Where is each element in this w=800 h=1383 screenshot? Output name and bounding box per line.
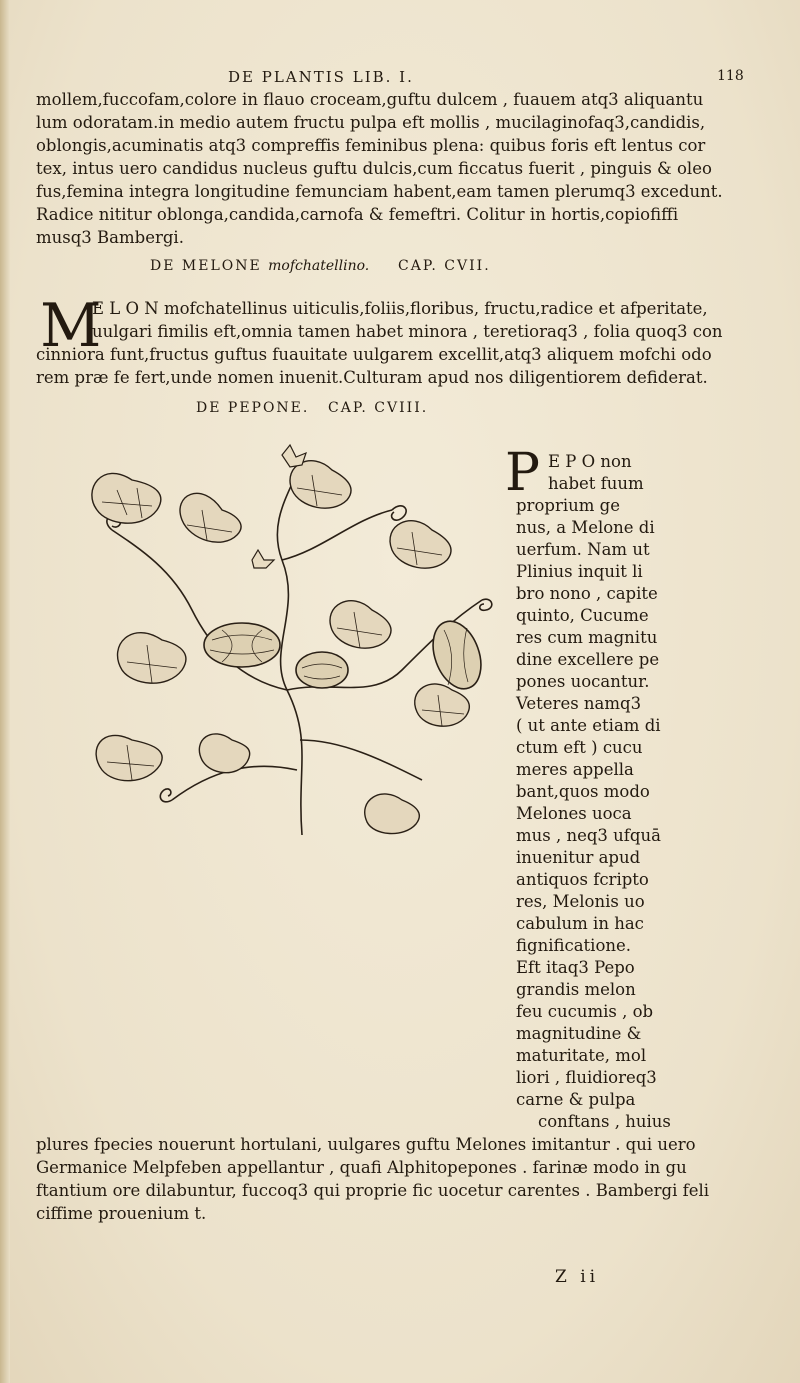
text-line: meres appella — [516, 760, 634, 779]
text-line: oblongis,acuminatis atq3 compreffis feminibus plena: quibus foris eft lentus cor — [36, 136, 706, 155]
chapter-heading-cviii: DE PEPONE. — [196, 400, 310, 416]
heading-main: DE MELONE — [150, 258, 262, 274]
text-line: pones uocantur. — [516, 672, 650, 691]
text-line: bant,quos modo — [516, 782, 650, 801]
text-line: Germanice Melpfeben appellantur , quafi Alphitopepones . farinæ modo in gu — [36, 1158, 687, 1177]
chapter-heading-cvii — [150, 258, 369, 274]
drop-capital-p: P — [505, 443, 540, 503]
text-line: conftans , huius — [538, 1112, 671, 1131]
text-line: tex, intus uero candidus nucleus guftu dulcis,cum ficcatus fuerit , pinguis & oleo — [36, 159, 712, 178]
text-line: dine excellere pe — [516, 650, 660, 669]
drop-capital-m: M — [40, 291, 102, 361]
text-line: mus , neq3 ufquā — [516, 826, 661, 845]
text-line: proprium ge — [516, 496, 620, 515]
text-line: grandis melon — [516, 980, 636, 999]
text-line: lum odoratam.in medio autem fructu pulpa eft mollis , mucilaginofaq3,candidis, — [36, 113, 706, 132]
text-line: carne & pulpa — [516, 1090, 636, 1109]
text-line: plures fpecies nouerunt hortulani, uulgares guftu Melones imitantur . qui uero — [36, 1135, 696, 1154]
text-line: cinniora funt,fructus guftus fuauitate uulgarem excellit,atq3 aliquem mofchi odo — [36, 345, 712, 364]
text-line: uerfum. Nam ut — [516, 540, 650, 559]
text-line: musq3 Bambergi. — [36, 228, 184, 247]
text-line: quinto, Cucume — [516, 606, 649, 625]
text-line: res, Melonis uo — [516, 892, 645, 911]
text-line: E L O N mofchatellinus uiticulis,foliis,floribus, fructu,radice et afperitate, — [92, 299, 708, 318]
text-line: magnitudine & — [516, 1024, 642, 1043]
chapter-number-cvii: CAP. CVII. — [398, 258, 491, 274]
melon-plant-woodcut-illustration — [72, 440, 512, 840]
text-line: ( ut ante etiam di — [516, 716, 661, 735]
text-line: Eft itaq3 Pepo — [516, 958, 635, 977]
text-line: cabulum in hac — [516, 914, 644, 933]
running-head — [0, 68, 800, 90]
text-line: res cum magnitu — [516, 628, 658, 647]
heading-italic: mofchatellino. — [268, 258, 370, 274]
text-line: habet fuum — [548, 474, 644, 493]
text-line: ctum eft ) cucu — [516, 738, 643, 757]
text-line: Radice nititur oblonga,candida,carnofa & femeftri. Colitur in hortis,copiofiffi — [36, 205, 679, 224]
text-line: Plinius inquit li — [516, 562, 643, 581]
text-line: maturitate, mol — [516, 1046, 647, 1065]
text-line: Veteres namq3 — [516, 694, 642, 713]
running-head-title: DE PLANTIS LIB. I. — [228, 68, 414, 86]
text-line: E P O non — [548, 452, 632, 471]
text-line: antiquos fcripto — [516, 870, 649, 889]
text-line: ftantium ore dilabuntur, fuccoq3 qui proprie fic uocetur carentes . Bambergi feli — [36, 1181, 710, 1200]
folio-number: 118 — [717, 68, 744, 84]
text-line: Melones uoca — [516, 804, 632, 823]
text-line: nus, a Melone di — [516, 518, 655, 537]
text-line: inuenitur apud — [516, 848, 641, 867]
text-line: liori , fluidioreq3 — [516, 1068, 657, 1087]
signature-mark: Z ii — [555, 1267, 600, 1287]
text-line: rem præ fe fert,unde nomen inuenit.Culturam apud nos diligentiorem defiderat. — [36, 368, 708, 387]
text-line: bro nono , capite — [516, 584, 658, 603]
text-line: mollem,fuccofam,colore in flauo croceam,guftu dulcem , fuauem atq3 aliquantu — [36, 90, 704, 109]
chapter-number-cviii: CAP. CVIII. — [328, 400, 429, 416]
text-line: fignificatione. — [516, 936, 632, 955]
text-line: feu cucumis , ob — [516, 1002, 654, 1021]
text-line: uulgari fimilis eft,omnia tamen habet minora , teretioraq3 , folia quoq3 con — [92, 322, 723, 341]
text-line: fus,femina integra longitudine femunciam habent,eam tamen plerumq3 excedunt. — [36, 182, 723, 201]
text-line: ciffime prouenium t. — [36, 1204, 207, 1223]
page-edge — [0, 0, 10, 1383]
